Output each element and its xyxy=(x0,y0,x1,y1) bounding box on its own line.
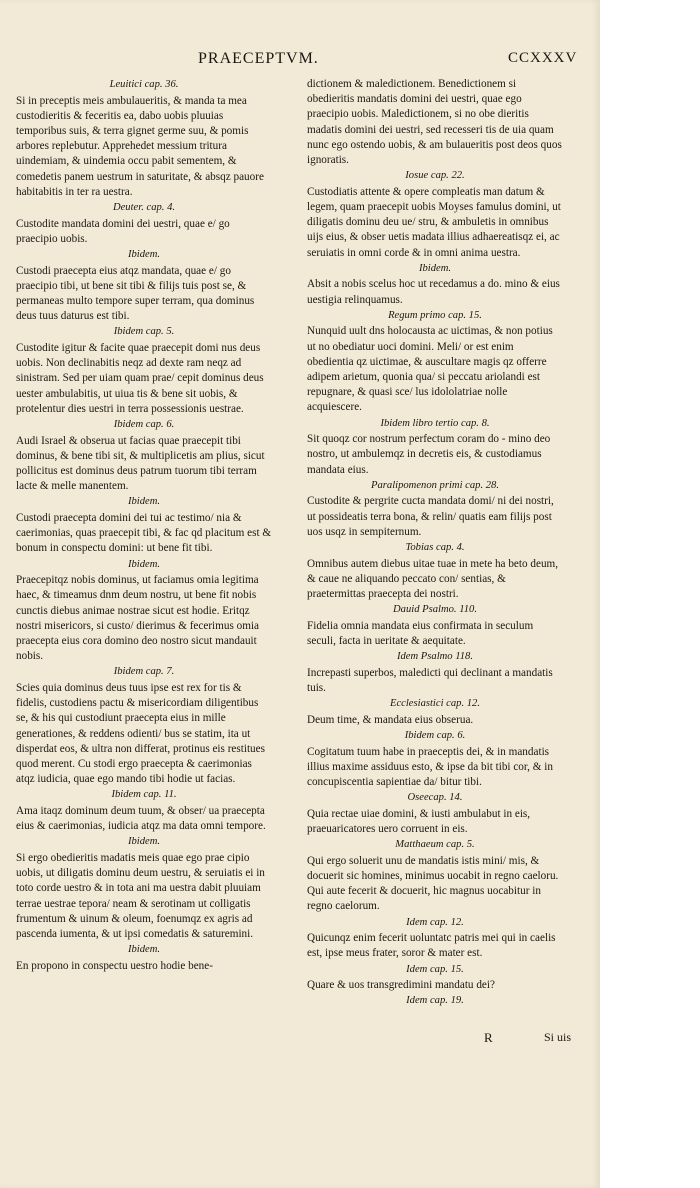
signature-mark: R xyxy=(484,1030,493,1045)
text-paragraph: Custodi praecepta domini dei tui ac testimo/ nia & caerimonias, quas praecepit tibi, & fac qd placitum est & bonum in conspectu domini: ut bene fit tibi. xyxy=(16,512,272,555)
catchword: Si uis xyxy=(544,1030,572,1044)
citation-heading: Ibidem cap. 11. xyxy=(111,789,177,801)
citation-heading: Ibidem. xyxy=(127,944,161,956)
citation-heading: Ibidem. xyxy=(418,262,452,274)
text-paragraph: Fidelia omnia mandata eius confirmata in seculum seculi, facta in ueritate & aequitate. xyxy=(307,619,534,648)
citation-heading: Ibidem cap. 5. xyxy=(113,326,175,338)
text-paragraph: Quicunqz enim fecerit uoluntatc patris mei qui in caelis est, ipse meus frater, soror & mater est. xyxy=(307,932,556,960)
citation-heading: Deuter. cap. 4. xyxy=(112,202,176,214)
text-paragraph: Sit quoqz cor nostrum perfectum coram do - mino deo nostro, ut ambulemqz in decretis eis, & custodiamus mandata eius. xyxy=(307,433,551,476)
citation-heading: Idem cap. 12. xyxy=(406,916,464,928)
running-title: PRAECEPTVM. xyxy=(198,50,319,67)
text-paragraph: Custodiatis attente & opere compleatis man datum & legem, quam praecepit uobis Moyses famulus domini, ut diligatis dominu deu ue/ stru, & ambuletis in omnibus uijs eius, & obser uetis madata illius adhaereatisqz ei, ac seruiatis in omni corde & in omni anima uestra. xyxy=(307,185,561,259)
citation-heading: Iosue cap. 22. xyxy=(405,170,465,182)
citation-heading: Idem cap. 15. xyxy=(406,963,464,975)
text-paragraph: Si in preceptis meis ambulaueritis, & manda ta mea custodieritis & feceritis ea, dabo uobis pluuias temporibus suis, & terra gignet germe suu, & pomis arbores replebutur. Apprehedet messium tritura uindemiam, & uindemia occu pabit sementem, & comedetis panem uestrum in saturitate, & absqz pauore habitabitis in ter ra uestra. xyxy=(16,94,264,198)
text-paragraph: Quare & uos transgredimini mandatu dei? xyxy=(307,979,495,992)
text-paragraph: Audi Israel & obserua ut facias quae praecepit tibi dominus, & bene tibi sit, & multiplicetis am plius, sicut pollicitus est dominus deus patrum tuorum tibi terram lacte & melle manentem. xyxy=(16,434,265,493)
citation-heading: Idem cap. 19. xyxy=(406,995,464,1007)
text-paragraph: Custodite mandata domini dei uestri, quae e/ go praecipio uobis. xyxy=(16,217,230,245)
citation-heading: Regum primo cap. 15. xyxy=(388,309,482,321)
citation-heading: Idem Psalmo 118. xyxy=(396,651,473,663)
citation-heading: Ibidem cap. 6. xyxy=(113,419,175,431)
text-paragraph: Deum time, & mandata eius obserua. xyxy=(307,713,474,726)
citation-heading: Paralipomenon primi cap. 28. xyxy=(371,479,499,491)
citation-heading: Ibidem. xyxy=(127,836,161,848)
citation-heading: Ibidem. xyxy=(127,249,161,261)
citation-heading: Ibidem. xyxy=(127,496,161,508)
citation-heading: Ibidem libro tertio cap. 8. xyxy=(380,417,490,429)
text-paragraph: Praecepitqz nobis dominus, ut faciamus omia legitima haec, & timeamus dnm deum nostru, ut bene fit nobis cunctis diebus animae nostrae sicut est hodie. Eritqz nostri misericors, si custo/ dierimus & fecerimus omia praecepta eius cora domino deo nostro sicut mandauit nobis. xyxy=(16,574,259,663)
text-paragraph: Quia rectae uiae domini, & iusti ambulabut in eis, praeuaricatores uero corruent in eis. xyxy=(307,807,531,836)
text-paragraph: Cogitatum tuum habe in praeceptis dei, & in mandatis illius maxime assiduus esto, & ipse da bit tibi cor, & in concupiscentia sapientiae da/ bitur tibi. xyxy=(307,745,553,789)
text-paragraph: Increpasti superbos, maledicti qui declinant a mandatis tuis. xyxy=(307,666,553,695)
folio-number: CCXXXV xyxy=(508,50,578,66)
citation-heading: Oseecap. 14. xyxy=(407,792,463,804)
citation-heading: Ibidem cap. 7. xyxy=(113,666,175,678)
citation-heading: Leuitici cap. 36. xyxy=(109,79,179,90)
right-text-column xyxy=(307,77,563,1010)
text-paragraph: Nunquid uult dns holocausta ac uictimas, & non potius ut no obediatur uoci domini. Meli/ or est enim obedientia qz uictimae, & auscultare magis qz offerre adipem arietum, quonia qua/ si peccatu ariolandi est repugnare, & quasi sce/ lus idololatriae nolle acquiescere. xyxy=(307,325,553,414)
citation-heading: Dauid Psalmo. 110. xyxy=(393,604,477,616)
text-paragraph: Ama itaqz dominum deum tuum, & obser/ ua praecepta eius & caerimonias, iudicia atqz ma data omni tempore. xyxy=(16,805,266,833)
citation-heading: Ibidem. xyxy=(127,558,161,570)
text-paragraph: Omnibus autem diebus uitae tuae in mete ha beto deum, & caue ne aliquando peccato con/ sentias, & praetermittas praecepta dei nostri. xyxy=(307,557,559,601)
citation-heading: Ibidem cap. 6. xyxy=(404,730,466,742)
text-paragraph: Qui ergo soluerit unu de mandatis istis mini/ mis, & docuerit sic homines, minimus uocabit in regno caeloru. Qui aute fecerit & docuerit, hic magnus uocabitur in regno caelorum. xyxy=(307,854,559,913)
page-footer xyxy=(0,1030,600,1050)
text-paragraph: Si ergo obedieritis madatis meis quae ego prae cipio uobis, ut diligatis dominu deum uestru, & seruiatis ei in toto corde uestro & in tota ani ma uestra dabit pluuiam terrae uestrae tepora/ neam & serotinam ut colligatis frumentum & uinum & oleum, foenumqz ex agris ad pascenda iumenta, & ut ipsi comedatis & saturemini. xyxy=(16,852,265,941)
text-paragraph: dictionem & maledictionem. Benedictionem si obedieritis mandatis domini dei uestri, quae ego praecipio uobis. Maledictionem, si no obe dieritis madatis domini dei uestri, sed recesseri tis de uia quam nunc ego ostendo uobis, & am bulaueritis post deos quos ignoratis. xyxy=(307,78,562,167)
page-header xyxy=(0,50,600,72)
text-paragraph: Custodi praecepta eius atqz mandata, quae e/ go praecipio tibi, ut bene sit tibi & filijs tuis post se, & permaneas multo tempore super terram, qua dominus deus tuus daturus est tibi. xyxy=(16,264,255,323)
citation-heading: Matthaeum cap. 5. xyxy=(395,839,475,851)
text-paragraph: Scies quia dominus deus tuus ipse est rex for tis & fidelis, custodiens pactu & misericordiam diligentibus se, & his qui custodiunt praecepta eius in mille generationes, & reddens odienti/ bus se statim, ita ut disperdat eos, & ultra non differat, protinus eis restitues quod merent. Cu stodi ergo praecepta & caerimonias atqz iudicia, quae ego mando tibi hodie ut facias. xyxy=(16,682,265,786)
text-paragraph: Absit a nobis scelus hoc ut recedamus a do. mino & eius uestigia relinquamus. xyxy=(307,278,560,306)
text-paragraph: En propono in conspectu uestro hodie bene- xyxy=(16,959,213,972)
left-text-column xyxy=(16,77,272,975)
citation-heading: Tobias cap. 4. xyxy=(405,542,465,554)
citation-heading: Ecclesiastici cap. 12. xyxy=(389,698,481,710)
text-paragraph: Custodite igitur & facite quae praecepit domi nus deus uobis. Non declinabitis neqz ad dexte ram neqz ad sinistram. Sed per uiam quam prae/ cepit dominus deus uester ambulabitis, ut uiua tis & bene sit uobis, & protelentur dies uestri in terra possessionis uestrae. xyxy=(16,342,264,415)
text-paragraph: Custodite & pergrite cucta mandata domi/ ni dei nostri, ut possideatis terra bona, & relin/ quatis eam filijs post uos usqz in sempiternum. xyxy=(307,495,554,538)
